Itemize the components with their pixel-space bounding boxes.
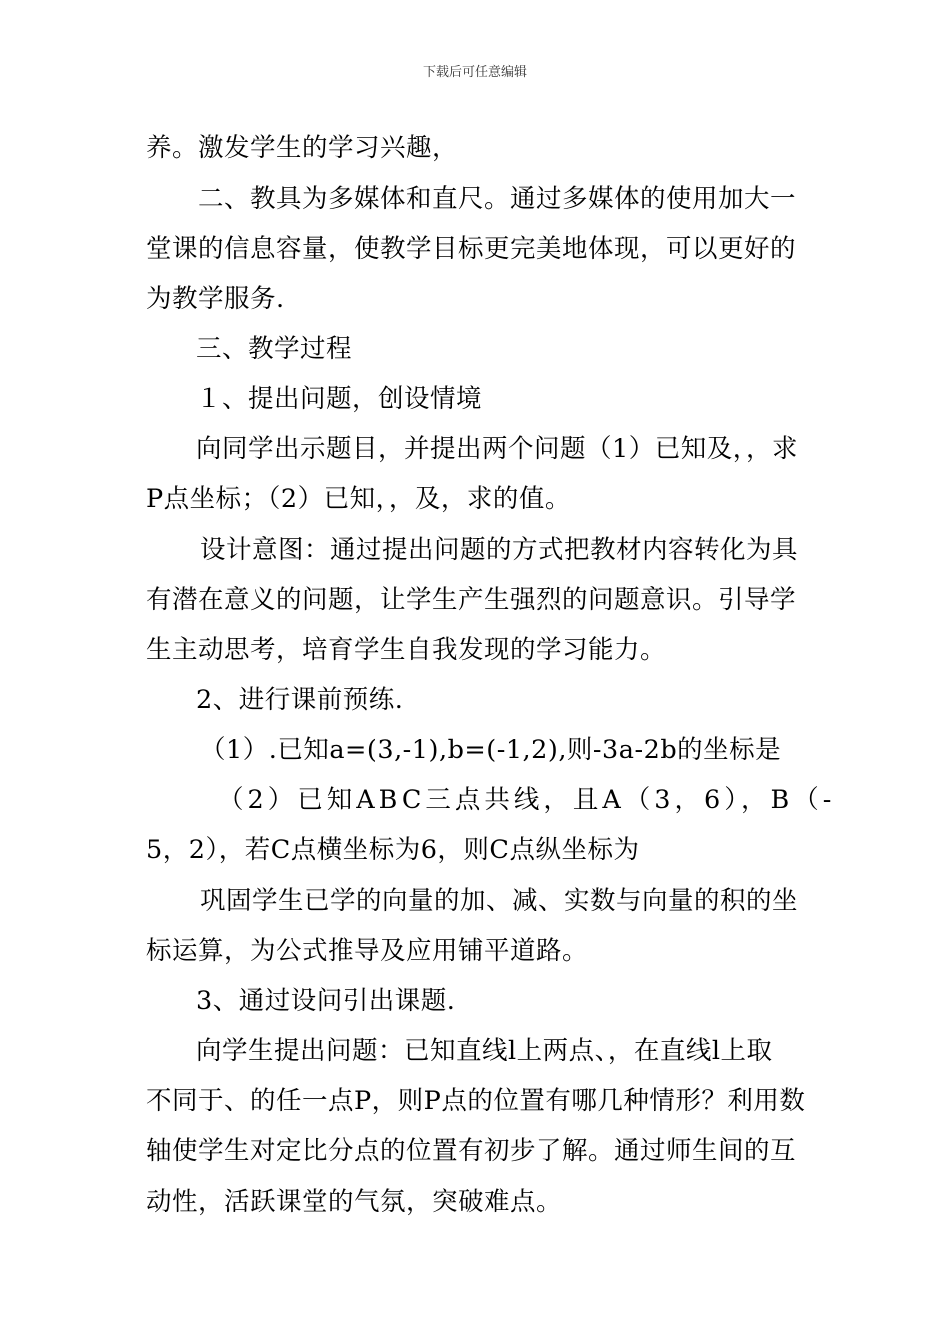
paragraph-line: 设计意图：通过提出问题的方式把教材内容转化为具 xyxy=(200,535,799,565)
paragraph-line: 向同学出示题目，并提出两个问题（1）已知及，，求 xyxy=(196,434,798,464)
subsection-heading: 3、通过设问引出课题. xyxy=(196,986,456,1016)
section-heading: 三、教学过程 xyxy=(196,334,353,364)
exercise-line: （2）已知ABC三点共线，且A（3，6），B（- xyxy=(218,785,836,815)
paragraph-line: 向学生提出问题：已知直线l上两点、，在直线l上取 xyxy=(196,1036,773,1066)
paragraph-line: 巩固学生已学的向量的加、减、实数与向量的积的坐 xyxy=(200,886,799,916)
subsection-heading: １、提出问题，创设情境 xyxy=(196,384,483,414)
paragraph-line: 轴使学生对定比分点的位置有初步了解。通过师生间的互 xyxy=(146,1136,797,1166)
paragraph-line: 为教学服务. xyxy=(146,284,285,314)
paragraph-line: 堂课的信息容量，使教学目标更完美地体现，可以更好的 xyxy=(146,234,797,264)
exercise-line: （1）.已知a=(3,-1),b=(-1,2),则-3a-2b的坐标是 xyxy=(200,735,782,765)
subsection-heading: 2、进行课前预练. xyxy=(196,685,404,715)
exercise-line: 5，2），若C点横坐标为6，则C点纵坐标为 xyxy=(146,835,640,865)
paragraph-line: 不同于、的任一点P，则P点的位置有哪几种情形？利用数 xyxy=(146,1086,806,1116)
paragraph-line: 有潜在意义的问题，让学生产生强烈的问题意识。引导学 xyxy=(146,585,797,615)
paragraph-line: 动性，活跃课堂的气氛，突破难点。 xyxy=(146,1187,563,1217)
page-header: 下载后可任意编辑 xyxy=(422,65,527,80)
paragraph-line: 二、教具为多媒体和直尺。通过多媒体的使用加大一 xyxy=(198,184,797,214)
paragraph-line: 标运算，为公式推导及应用铺平道路。 xyxy=(146,936,589,966)
paragraph-line: P点坐标；（2）已知，，及，求的值。 xyxy=(146,484,571,514)
paragraph-line: 养。激发学生的学习兴趣， xyxy=(146,133,459,163)
paragraph-line: 生主动思考，培育学生自我发现的学习能力。 xyxy=(146,635,667,665)
